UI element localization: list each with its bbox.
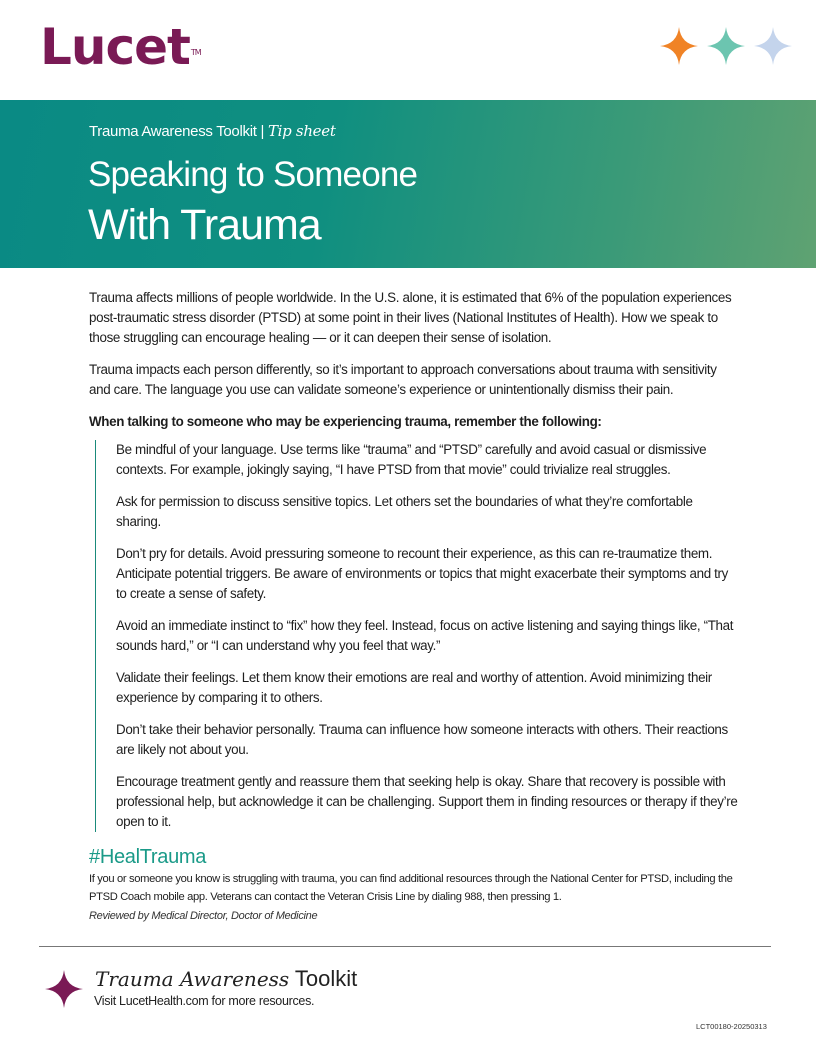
- footer-website-link[interactable]: Visit LucetHealth.com for more resources.: [94, 994, 315, 1008]
- reviewed-by-note: Reviewed by Medical Director, Doctor of Medicine: [89, 910, 318, 922]
- tip-item: Don’t take their behavior personally. Trauma can influence how someone interacts with others. Their reactions are likely not about you.: [116, 722, 728, 757]
- hashtag-heading: #HealTrauma: [89, 846, 207, 868]
- tip-item: Avoid an immediate instinct to “fix” how they feel. Instead, focus on active listening and saying things like, “That sounds hard,” or “I can understand why you feel that way.”: [116, 618, 734, 653]
- page-title-line2: With Trauma: [88, 201, 321, 249]
- eyebrow: [89, 122, 336, 140]
- footer-title-regular: Toolkit: [294, 966, 358, 991]
- tip-item: Ask for permission to discuss sensitive topics. Let others set the boundaries of what they’re comfortable sharing.: [116, 494, 693, 529]
- footer-divider: [39, 946, 771, 947]
- resources-text: If you or someone you know is struggling with trauma, you can find additional resources through the National Center for PTSD, including the PTSD Coach mobile app. Veterans can contact the Veteran Crisis Line by dialing 988, then pressing 1.: [89, 873, 733, 903]
- orange-sparkle-icon: [660, 26, 698, 66]
- plum-sparkle-icon: [45, 969, 83, 1009]
- lucet-logo: [40, 18, 200, 76]
- footer-title: [95, 965, 357, 993]
- eyebrow-type: Tip sheet: [267, 122, 336, 140]
- eyebrow-series: Trauma Awareness Toolkit |: [89, 123, 265, 140]
- tip-item: Validate their feelings. Let them know their emotions are real and worthy of attention. Avoid minimizing their experience by comparing it to others.: [116, 670, 712, 705]
- sparkle-decoration: [660, 26, 792, 66]
- intro-paragraph: Trauma affects millions of people worldwide. In the U.S. alone, it is estimated that 6% of the population experiences post-traumatic stress disorder (PTSD) at some point in their lives (National Institutes of Health). How we speak to those struggling can encourage healing — or it can deepen their sense of isolation.: [89, 290, 732, 345]
- teal-sparkle-icon: [707, 26, 745, 66]
- document-code: LCT00180-20250313: [696, 1022, 767, 1031]
- trademark-mark: TM: [190, 48, 201, 57]
- main-content: [89, 288, 739, 832]
- footer-title-italic: Trauma Awareness: [95, 967, 290, 991]
- logo-text: Lucet: [40, 18, 190, 76]
- tip-item: Don’t pry for details. Avoid pressuring someone to recount their experience, as this can re-traumatize them. Anticipate potential triggers. Be aware of environments or topics that might exacerbate their symptoms and try to create a sense of safety.: [116, 546, 729, 601]
- tips-list: [95, 440, 739, 832]
- page-title-line1: Speaking to Someone: [88, 155, 418, 194]
- title-banner: [0, 100, 816, 268]
- intro-paragraph: Trauma impacts each person differently, so it’s important to approach conversations about trauma with sensitivity and care. The language you use can validate someone’s experience or unintentionally dismiss their pain.: [89, 362, 717, 397]
- tip-item: Encourage treatment gently and reassure them that seeking help is okay. Share that recovery is possible with professional help, but acknowledge it can be challenging. Support them in finding resources or therapy if they’re open to it.: [116, 774, 738, 829]
- light-blue-sparkle-icon: [754, 26, 792, 66]
- tips-lead: When talking to someone who may be experiencing trauma, remember the following:: [89, 414, 602, 429]
- tip-item: Be mindful of your language. Use terms like “trauma” and “PTSD” carefully and avoid casual or dismissive contexts. For example, jokingly saying, “I have PTSD from that movie” could trivialize real struggles.: [116, 442, 707, 477]
